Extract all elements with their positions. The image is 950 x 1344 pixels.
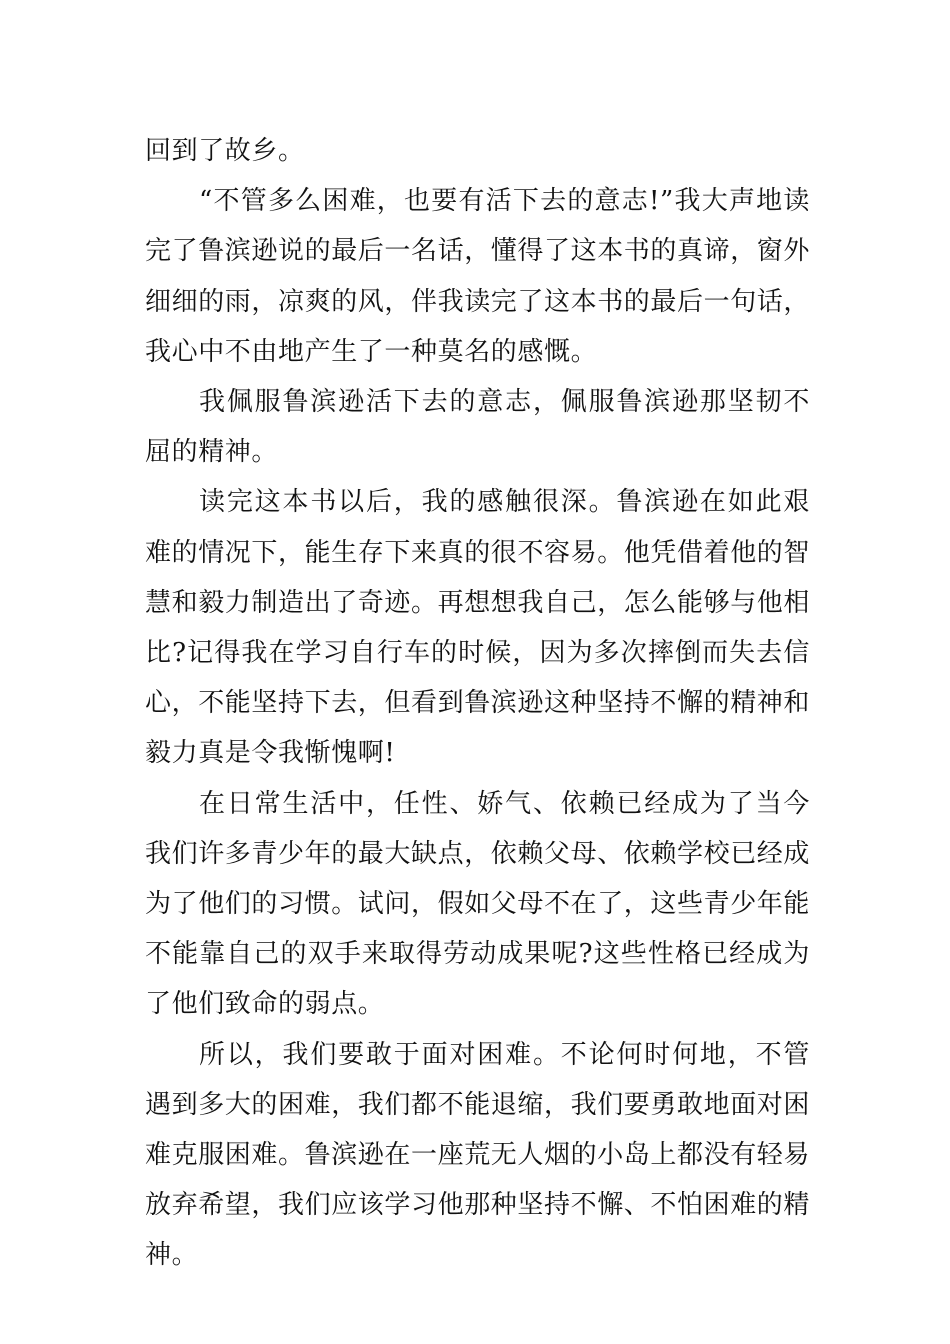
paragraph-1: 回到了故乡。 xyxy=(145,136,305,166)
paragraph-2: “不管多么困难，也要有活下去的意志!”我大声地读完了鲁滨逊说的最后一名话，懂得了这本书的真谛，窗外细细的雨，凉爽的风，伴我读完了这本书的最后一句话，我心中不由地产生了一种莫名的感慨。 xyxy=(145,186,811,367)
paragraph-4: 读完这本书以后，我的感触很深。鲁滨逊在如此艰难的情况下，能生存下来真的很不容易。他凭借着他的智慧和毅力制造出了奇迹。再想想我自己，怎么能够与他相比?记得我在学习自行车的时候，因为多次摔倒而失去信心，不能坚持下去，但看到鲁滨逊这种坚持不懈的精神和毅力真是令我惭愧啊! xyxy=(145,487,811,769)
document-body xyxy=(145,126,810,1281)
paragraph-6: 所以，我们要敢于面对困难。不论何时何地，不管遇到多大的困难，我们都不能退缩，我们要勇敢地面对困难克服困难。鲁滨逊在一座荒无人烟的小岛上都没有轻易放弃希望，我们应该学习他那种坚持不懈、不怕困难的精神。 xyxy=(145,1039,811,1271)
paragraph-5: 在日常生活中，任性、娇气、依赖已经成为了当今我们许多青少年的最大缺点，依赖父母、依赖学校已经成为了他们的习惯。试问，假如父母不在了，这些青少年能不能靠自己的双手来取得劳动成果呢?这些性格已经成为了他们致命的弱点。 xyxy=(145,788,811,1020)
paragraph-3: 我佩服鲁滨逊活下去的意志，佩服鲁滨逊那坚韧不屈的精神。 xyxy=(145,387,810,468)
